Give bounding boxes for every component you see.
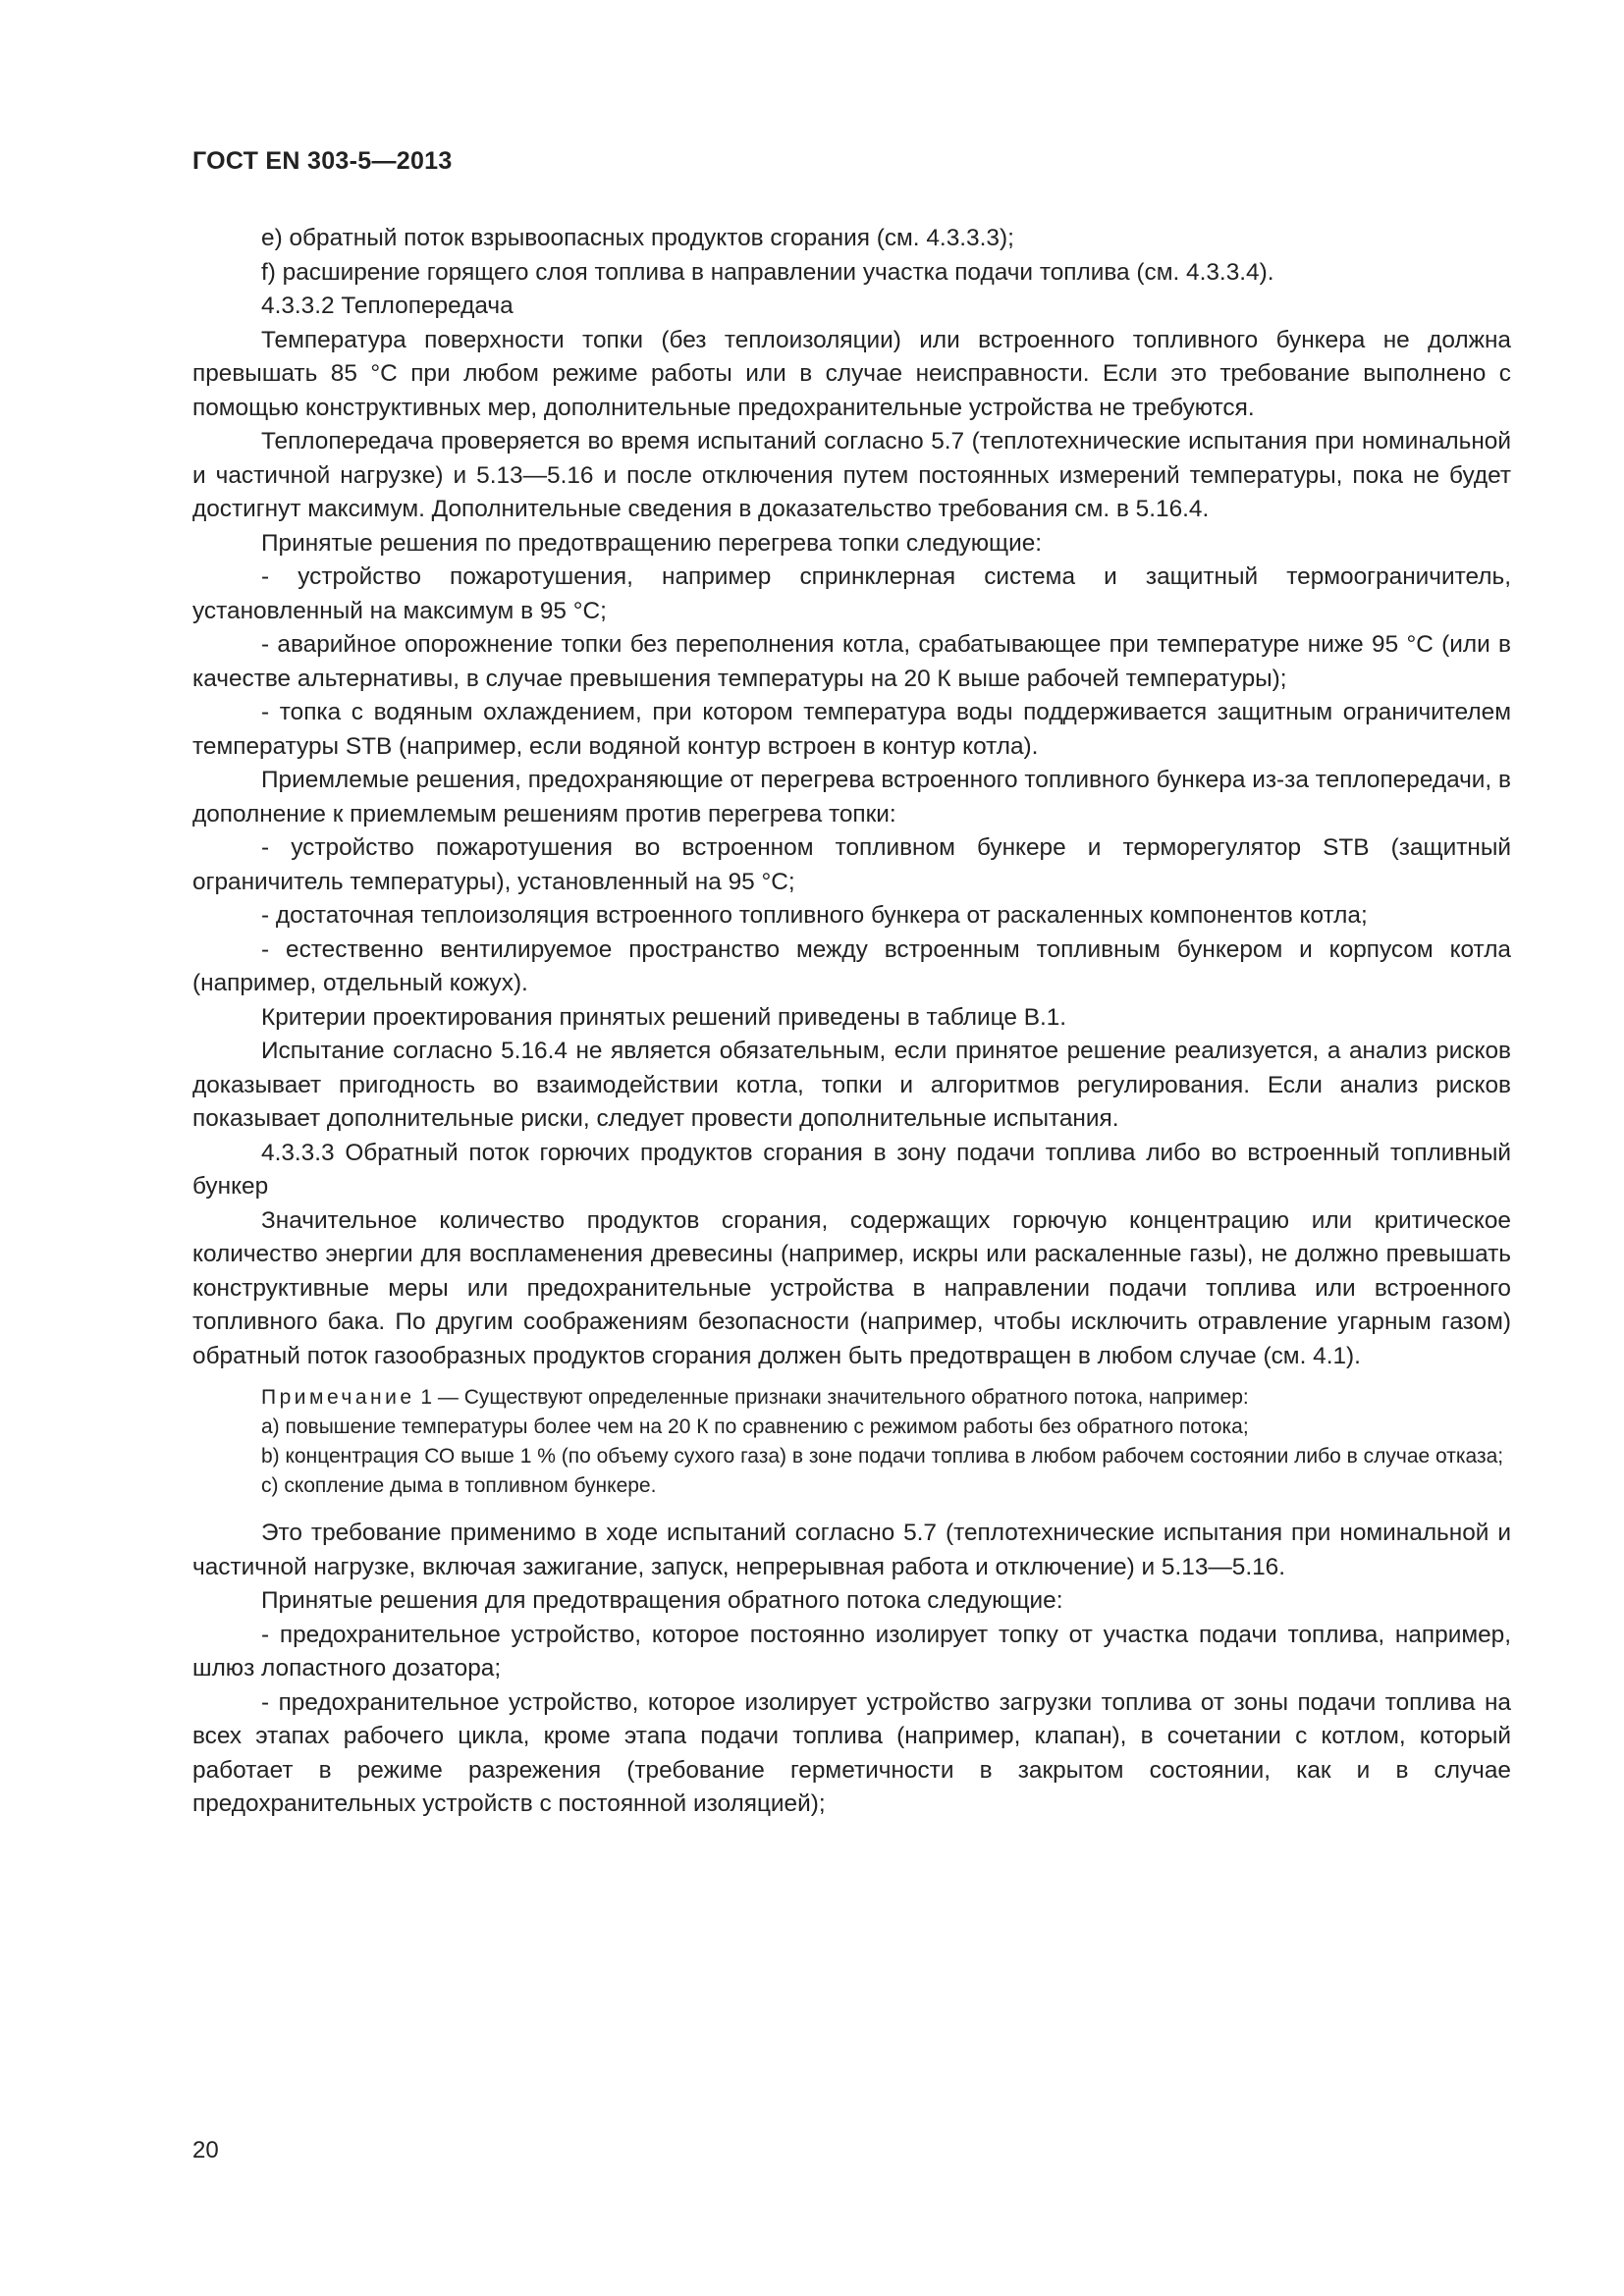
paragraph: f) расширение горящего слоя топлива в направлении участка подачи топлива (см. 4.3.3.4).: [261, 258, 1274, 286]
note-item: а) повышение температуры более чем на 20 К по сравнению с режимом работы без обратного потока;: [261, 1415, 1249, 1438]
list-item: - топка с водяным охлаждением, при котором температура воды поддерживается защитным ограничителем температуры STB (например, если водяной контур встроен в контур котла).: [192, 699, 1511, 760]
list-item: - устройство пожаротушения, например спринклерная система и защитный термоограничитель, установленный на максимум в 95 °С;: [192, 563, 1511, 624]
paragraph: Это требование применимо в ходе испытаний согласно 5.7 (теплотехнические испытания при номинальной и частичной нагрузке, включая зажигание, запуск, непрерывная работа и отключение) и 5.13—5.16.: [192, 1520, 1511, 1580]
document-header: ГОСТ EN 303-5—2013: [192, 147, 453, 175]
paragraph: Критерии проектирования принятых решений приведены в таблице В.1.: [261, 1003, 1067, 1031]
paragraph: Испытание согласно 5.16.4 не является обязательным, если принятое решение реализуется, а анализ рисков доказывает пригодность во взаимодействии котла, топки и алгоритмов регулирования. Если анализ рисков показывает дополнительные риски, следует провести дополнительные испытания.: [192, 1038, 1511, 1132]
list-item: - предохранительное устройство, которое постоянно изолирует топку от участка подачи топлива, например, шлюз лопастного дозатора;: [192, 1621, 1511, 1682]
paragraph: Температура поверхности топки (без теплоизоляции) или встроенного топливного бункера не должна превышать 85 °С при любом режиме работы или в случае неисправности. Если это требование выполнено с помощью конструктивных мер, дополнительные предохранительные устройства не требуются.: [192, 326, 1511, 421]
list-item: - предохранительное устройство, которое изолирует устройство загрузки топлива от зоны подачи топлива на всех этапах рабочего цикла, кроме этапа подачи топлива (например, клапан), в сочетании с котлом, который работает в режиме разрежения (требование герметичности в закрытом состоянии, как и в случае предохранительных устройств с постоянной изоляцией);: [192, 1688, 1511, 1817]
list-item: - достаточная теплоизоляция встроенного топливного бункера от раскаленных компонентов котла;: [261, 902, 1368, 929]
page-number: 20: [192, 2137, 219, 2163]
note-intro-text: 1 — Существуют определенные признаки значительного обратного потока, например:: [414, 1386, 1249, 1409]
paragraph: Значительное количество продуктов сгорания, содержащих горючую концентрацию или критическое количество энергии для воспламенения древесины (например, искры или раскаленные газы), не должно превышать конструктивные меры или предохранительные устройства в направлении подачи топлива или встроенного топливного бака. По другим соображениям безопасности (например, чтобы исключить отравление угарным газом) обратный поток газообразных продуктов сгорания должен быть предотвращен в любом случае (см. 4.1).: [192, 1206, 1511, 1369]
paragraph: Принятые решения по предотвращению перегрева топки следующие:: [261, 529, 1043, 557]
note-item: b) концентрация СО выше 1 % (по объему сухого газа) в зоне подачи топлива в любом рабочем состоянии либо в случае отказа;: [261, 1445, 1504, 1468]
section-heading: 4.3.3.3 Обратный поток горючих продуктов сгорания в зону подачи топлива либо во встроенный топливный бункер: [192, 1139, 1511, 1200]
paragraph: Теплопередача проверяется во время испытаний согласно 5.7 (теплотехнические испытания при номинальной и частичной нагрузке) и 5.13—5.16 и после отключения путем постоянных измерений температуры, пока не будет достигнут максимум. Дополнительные сведения в доказательство требования см. в 5.16.4.: [192, 428, 1511, 522]
note-item: с) скопление дыма в топливном бункере.: [261, 1474, 657, 1497]
paragraph: Принятые решения для предотвращения обратного потока следующие:: [261, 1587, 1063, 1614]
section-heading: 4.3.3.2 Теплопередача: [261, 293, 514, 319]
list-item: - устройство пожаротушения во встроенном топливном бункере и терморегулятор STB (защитный ограничитель температуры), установленный на 95 °С;: [192, 834, 1511, 895]
document-body: [192, 222, 1511, 1822]
paragraph: Приемлемые решения, предохраняющие от перегрева встроенного топливного бункера из-за теплопередачи, в дополнение к приемлемым решениям против перегрева топки:: [192, 767, 1511, 828]
list-item: - аварийное опорожнение топки без переполнения котла, срабатывающее при температуре ниже 95 °С (или в качестве альтернативы, в случае превышения температуры на 20 К выше рабочей температуры);: [192, 631, 1511, 692]
list-item: - естественно вентилируемое пространство между встроенным топливным бункером и корпусом котла (например, отдельный кожух).: [192, 935, 1511, 996]
note-label: Примечание: [261, 1386, 415, 1409]
paragraph: е) обратный поток взрывоопасных продуктов сгорания (см. 4.3.3.3);: [261, 225, 1014, 251]
note-intro: [192, 1383, 1511, 1413]
